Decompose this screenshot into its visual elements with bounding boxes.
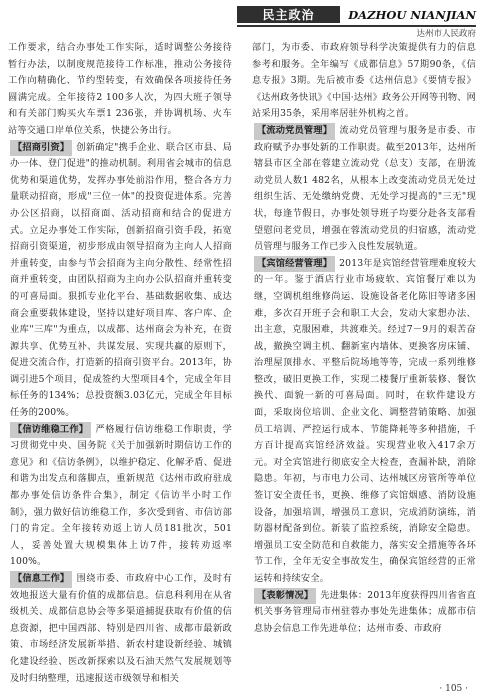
section-heading: 【流动党员管理】 [254,123,335,140]
paragraph-text: 流动党员管理与服务是市委、市政府赋予办事处新的工作职责。截至2013年，达州所辖县市区全部在蓉建立流动党（总支）支部，在册流动党员人数1 482名，从根本上改变流动党员无处过组织生活、无处缴纳党费、无处学习提高的"三无"现状，每逢节假日，办事处领导班子均要分赴各支部看望慰问老党员，增强在蓉流动党员的归宿感，流动党员管理与服务工作已步入良性发展轨道。 [254,124,476,253]
section-title: 民主政治 [237,6,340,23]
paragraph-text: 严格履行信访维稳工作职责，学习贯彻党中央、国务院《关于加强新时期信访工作的意见》和《信访条例》，以维护稳定、化解矛盾、促进和谐为出发点和落脚点，重新规范《达州市政府驻成都办事处信访条件合集》，制定《信访半小时工作制》，强力做好信访维稳工作，多次受到省、市信访部门的肯定。全年接转劝返上访人员181批次，501人，妥善处置大规模集体上访7件，接转劝返率100%。 [10,423,232,568]
section-heading: 【信息工作】 [10,571,72,588]
page-number: · 105 · [439,684,468,694]
section-investment [8,140,232,422]
paragraph-text: 2013年是宾馆经营管理难度较大的一年。鉴于酒店行业市场疲软、宾馆餐厅难以为继，空调机组维修尚运、设施设备老化陈旧等诸多困难，多次召开班子会和职工大会，发动大家想办法、出主意，克服困难，共渡难关。经过7－9月的艰苦奋战，撤换空调主机、翻新室内墙体、更换客房床铺、治理屋顶排水、平整后院场地等等，完成一系列维修整改，破旧更换工作，实现二楼餐厅重新装修、餐饮换代、面貌一新的可喜局面。同时，在软件建设方面，采取岗位培训、企业文化、调整营销策略、加强员工培训、严控运行成本、节能降耗等多种措施，千方百计提高宾馆经济效益。实现营业收入417余万元。对全宾馆进行彻底安全大检查，查漏补缺，消除隐患。年初，与市电力公司、达州城区房管所等单位签订安全责任书，更换、维修了宾馆烟感、消防设施设备，加强培训，增强员工意识，完成消防演练，消防器材配备到位。新装了监控系统，消除安全隐患。增强员工安全防范和自救能力，落实安全措施等各环节工作，全年无安全事故发生，确保宾馆经营的正常运转和持续安全。 [254,257,476,584]
section-awards [252,588,476,638]
section-heading: 【宾馆经营管理】 [254,256,335,273]
paragraph-text: 先进集体：2013年度获得四川省省直机关事务管理局市州驻蓉办事处先进集体；成都市信息协会信息工作先进单位；达州市委、市政府 [254,589,476,634]
paragraph: 部门，为市委、市政府领导科学决策提供有力的信息参考和服务。全年编写《成都信息》57期90条，《信息专报》3期。先后被市委《达州信息》《要情专报》《达州政务快讯》《中国·达州》政务公开网等刊物、网站采用35条，采用率居驻外机构之首。 [252,42,476,120]
page-header [0,0,484,40]
section-petition [8,422,232,571]
section-information [8,571,232,687]
section-party-members [252,123,476,256]
paragraph: 工作要求，结合办事处工作实际，适时调整公务接待暂行办法，以制度规范接待工作标准，推动公务接待工作向精确化、节约型转变，有效确保各项接待任务圆满完成。全年接待2 100多人次，为四大班子领导和有关部门购买火车票1 236张，并协调机场、火车站等交通口岸单位关系，快捷公务出行。 [8,42,232,136]
paragraph-text: 创新确定"携手企业、联合区市县、局办一体、登门促进"的推动机制。利用省会城市的信息优势和渠道优势，发挥办事处前沿作用，整合各方力量联动招商，形成"三位一体"的投资促进体系。完善办公区招商，以招商面、活动招商和结合的促进方式。立足办事处工作实际，创新招商引资手段，拓宽招商引资渠道，初步形成由领导招商为主向人人招商并重转变，由参与节会招商为主向分散性、经常性招商并重转变，由团队招商为主向办公队招商并重转变的可喜局面。狠抓专业化平台、基础数据收集、成达商会重要载体建设，坚持以建好项目库、客户库、企业库"三库"为重点，以成都、达州商会为补充，在资源共享、优势互补、共谋发展、实现共赢的原则下，促进交流合作，打造新的招商引资平台。2013年，协调引进5个项目，促成签约大型项目4个，完成全年目标任务的134%；总投资额3.03亿元，完成全年目标任务的200%。 [10,141,232,419]
right-column [252,40,476,637]
left-column [8,40,232,687]
section-heading: 【表彰情况】 [254,588,316,605]
section-hotel [252,256,476,588]
paragraph-text: 围绕市委、市政府中心工作，及时有效地报送大量有价值的成都信息。信息科利用在从省级机关、成都信息协会等多渠道捕捉获取有价值的信息资源，把中国西部、特别是四川省、成都市最新政策、市场经济发展新举措、新农村建设新经验、城镇化建设经验、医改新探索以及石油天然气发展规划等及时归纳整理，迅速报送市级领导和相关 [10,573,232,684]
journal-title: DAZHOU NIANJIAN [348,7,476,22]
organization-name: 达州市人民政府 [416,29,476,39]
section-heading: 【招商引资】 [10,140,72,157]
section-heading: 【信访维稳工作】 [10,422,91,439]
